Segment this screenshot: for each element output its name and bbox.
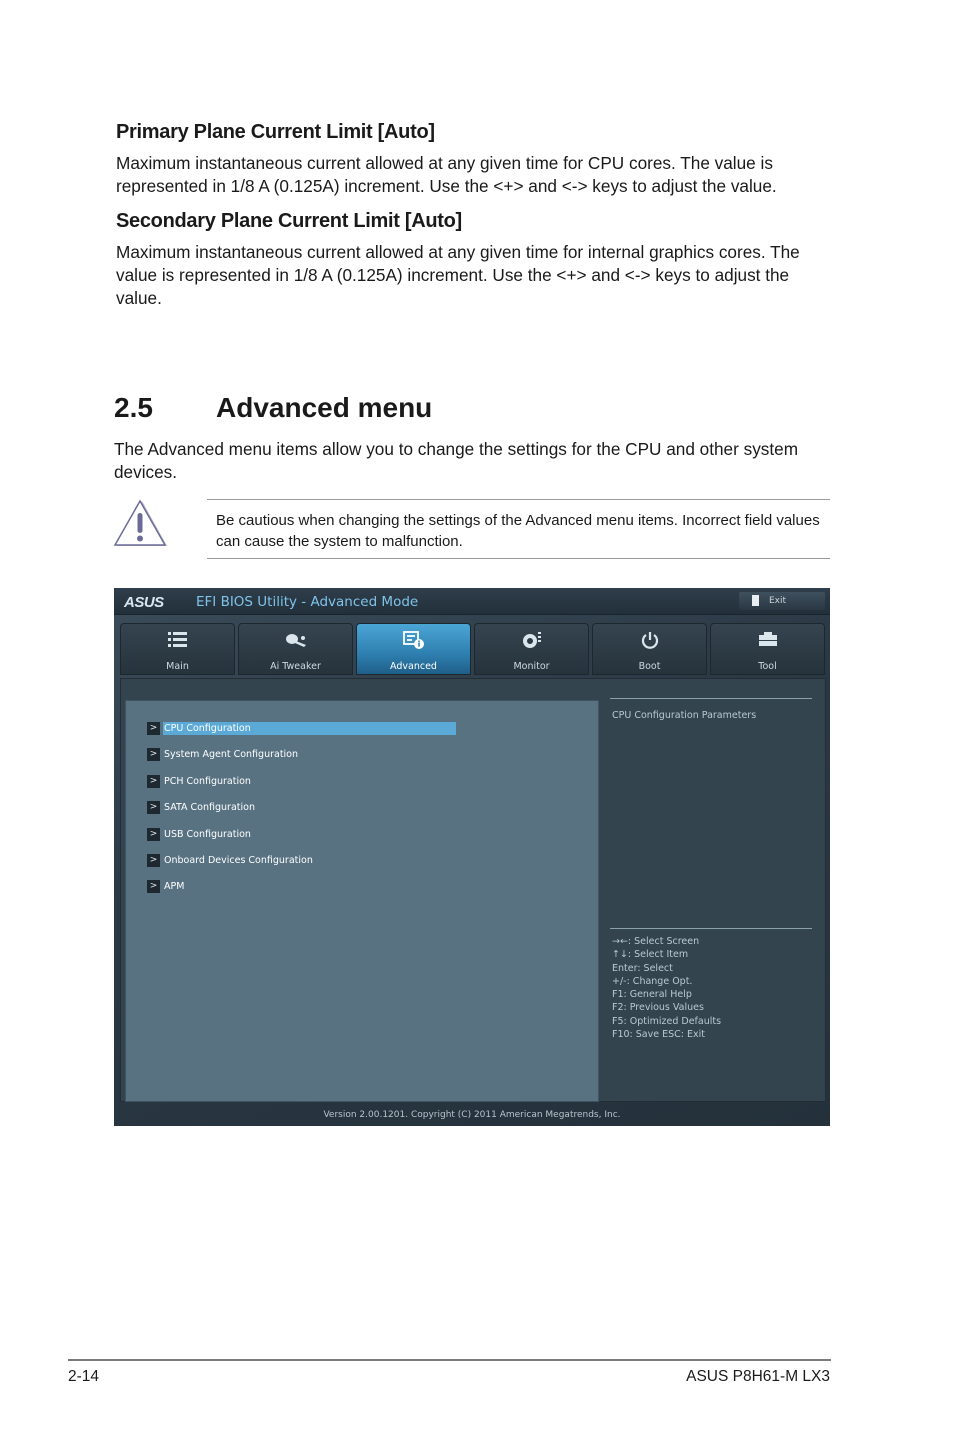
menu-item-label: PCH Configuration <box>164 776 251 787</box>
help-bottom-rule <box>610 928 812 929</box>
section-body-primary-plane: Maximum instantaneous current allowed at any given time for CPU cores. The value is represented in 1/8 A (0.125A) increment. Use the <+> and <-> keys to adjust the value. <box>116 153 777 196</box>
tab-ai-tweaker[interactable] <box>238 623 353 675</box>
menu-item-label: Onboard Devices Configuration <box>164 855 313 866</box>
help-title: CPU Configuration Parameters <box>612 710 757 721</box>
chevron-right-icon: > <box>147 748 160 761</box>
menu-item-pch-configuration[interactable] <box>147 775 251 788</box>
chapter-intro: The Advanced menu items allow you to change the settings for the CPU and other system devices. <box>114 439 799 482</box>
section-body-secondary-plane: Maximum instantaneous current allowed at any given time for internal graphics cores. The value is represented in 1/8 A (0.125A) increment. Use the <+> and <-> keys to adjust the value. <box>116 242 800 308</box>
chevron-right-icon: > <box>147 801 160 814</box>
key-help-line: F2: Previous Values <box>612 1002 704 1014</box>
menu-item-usb-configuration[interactable] <box>147 828 251 841</box>
key-help-line: +/-: Change Opt. <box>612 975 693 987</box>
tab-boot[interactable] <box>592 623 707 675</box>
tab-main[interactable] <box>120 623 235 675</box>
tab-label: Monitor <box>513 661 550 672</box>
key-help-line: F1: General Help <box>612 989 692 1001</box>
monitor-gauge-icon <box>475 630 588 655</box>
product-name: ASUS P8H61-M LX3 <box>686 1368 830 1385</box>
tweaker-icon <box>239 630 352 653</box>
power-icon <box>593 630 706 655</box>
menu-item-label: USB Configuration <box>164 829 251 840</box>
menu-item-cpu-configuration[interactable] <box>147 722 456 735</box>
help-top-rule <box>610 698 812 699</box>
chapter-number: 2.5 <box>114 392 153 423</box>
tab-label: Tool <box>758 661 777 672</box>
tab-tool[interactable] <box>710 623 825 675</box>
tab-advanced[interactable] <box>356 623 471 675</box>
tab-label: Main <box>166 661 189 672</box>
key-help-line: F5: Optimized Defaults <box>612 1015 722 1027</box>
tab-label: Advanced <box>390 661 437 672</box>
menu-item-label: SATA Configuration <box>164 802 255 813</box>
section-heading-primary-plane: Primary Plane Current Limit [Auto] <box>116 121 435 143</box>
menu-item-label: APM <box>164 881 185 892</box>
chevron-right-icon: > <box>147 854 160 867</box>
key-help-line: F10: Save ESC: Exit <box>612 1029 705 1041</box>
section-heading-secondary-plane: Secondary Plane Current Limit [Auto] <box>116 210 462 232</box>
page-number: 2-14 <box>68 1368 100 1385</box>
tab-label: Ai Tweaker <box>270 661 321 672</box>
chevron-right-icon: > <box>147 775 160 788</box>
chevron-right-icon: > <box>147 880 160 893</box>
list-icon <box>121 630 234 653</box>
bios-title-bar <box>114 588 830 615</box>
bios-screenshot <box>114 588 830 1126</box>
footer-rule <box>68 1359 831 1361</box>
chapter-title: Advanced menu <box>216 392 433 423</box>
warning-triangle-icon <box>112 499 168 549</box>
chevron-right-icon: > <box>147 828 160 841</box>
note-top-rule <box>207 499 830 500</box>
exit-button[interactable] <box>739 592 825 610</box>
key-help-line: →←: Select Screen <box>612 936 700 947</box>
key-help-list <box>612 935 721 1041</box>
menu-item-label: CPU Configuration <box>163 722 456 735</box>
exit-door-icon <box>752 595 759 606</box>
asus-logo: ASUS <box>124 594 164 611</box>
tab-label: Boot <box>638 661 661 672</box>
key-help-line: Enter: Select <box>612 962 673 974</box>
menu-item-onboard-devices-configuration[interactable] <box>147 854 313 867</box>
menu-item-label: System Agent Configuration <box>164 749 299 760</box>
menu-item-sata-configuration[interactable] <box>147 801 255 814</box>
advanced-info-icon <box>357 630 470 655</box>
exit-label: Exit <box>769 596 787 606</box>
bios-version: Version 2.00.1201. Copyright (C) 2011 American Megatrends, Inc. <box>323 1110 621 1120</box>
menu-item-apm[interactable] <box>147 880 184 893</box>
menu-item-system-agent-configuration[interactable] <box>147 748 298 761</box>
tab-monitor[interactable] <box>474 623 589 675</box>
bios-title: EFI BIOS Utility - Advanced Mode <box>196 594 419 610</box>
chevron-right-icon: > <box>147 722 160 735</box>
toolbox-icon <box>711 630 824 653</box>
note-bottom-rule <box>207 558 830 559</box>
caution-text: Be cautious when changing the settings of the Advanced menu items. Incorrect field values can cause the system to malfunction. <box>216 512 820 550</box>
key-help-line: ↑↓: Select Item <box>612 949 689 961</box>
